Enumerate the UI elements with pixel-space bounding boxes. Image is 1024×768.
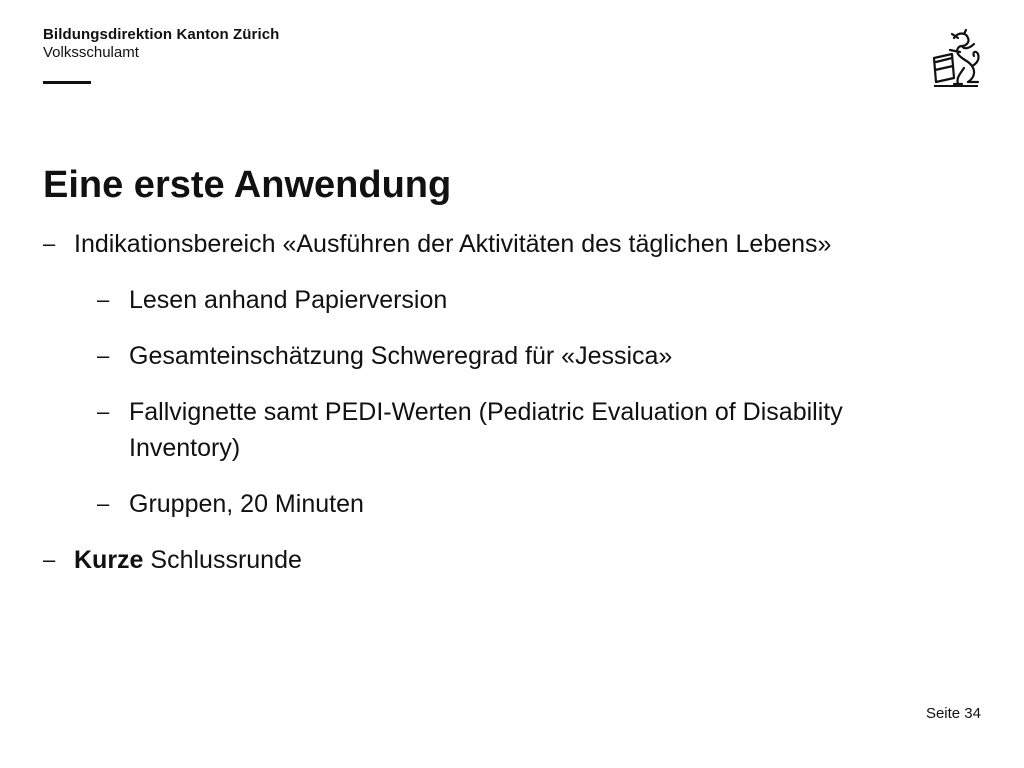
bullet-dash: – xyxy=(97,287,110,312)
bullet-dash: – xyxy=(43,231,56,256)
bullet-dash: – xyxy=(97,399,110,424)
bullet-text: Indikationsbereich «Ausführen der Aktivitäten des täglichen Lebens» xyxy=(74,230,832,258)
bullet-dash: – xyxy=(97,343,110,368)
org-header xyxy=(43,26,279,62)
bullet-text: Gruppen, 20 Minuten xyxy=(129,490,364,518)
bullet-item xyxy=(0,226,954,262)
sub-bullet-item xyxy=(0,282,959,318)
zurich-lion-crest-icon xyxy=(928,28,984,88)
bullet-bold-text: Kurze xyxy=(74,546,144,574)
slide-title: Eine erste Anwendung xyxy=(43,164,452,206)
sub-bullet-item xyxy=(0,486,959,522)
org-name: Bildungsdirektion Kanton Zürich xyxy=(43,26,280,43)
bullet-dash: – xyxy=(97,491,110,516)
bullet-text: Lesen anhand Papierversion xyxy=(129,286,448,314)
bullet-text: Gesamteinschätzung Schweregrad für «Jessica» xyxy=(129,342,673,370)
sub-bullet-item xyxy=(0,394,959,466)
org-unit: Volksschulamt xyxy=(43,44,139,61)
bullet-text: Schlussrunde xyxy=(143,546,302,574)
bullet-dash: – xyxy=(43,547,56,572)
bullet-item xyxy=(0,542,954,578)
sub-bullet-item xyxy=(0,338,959,374)
page-number: Seite 34 xyxy=(925,705,981,722)
header-rule xyxy=(43,81,91,84)
bullet-list xyxy=(0,226,1024,578)
bullet-text: Fallvignette samt PEDI-Werten (Pediatric Evaluation of Disability Inventory) xyxy=(129,398,843,462)
